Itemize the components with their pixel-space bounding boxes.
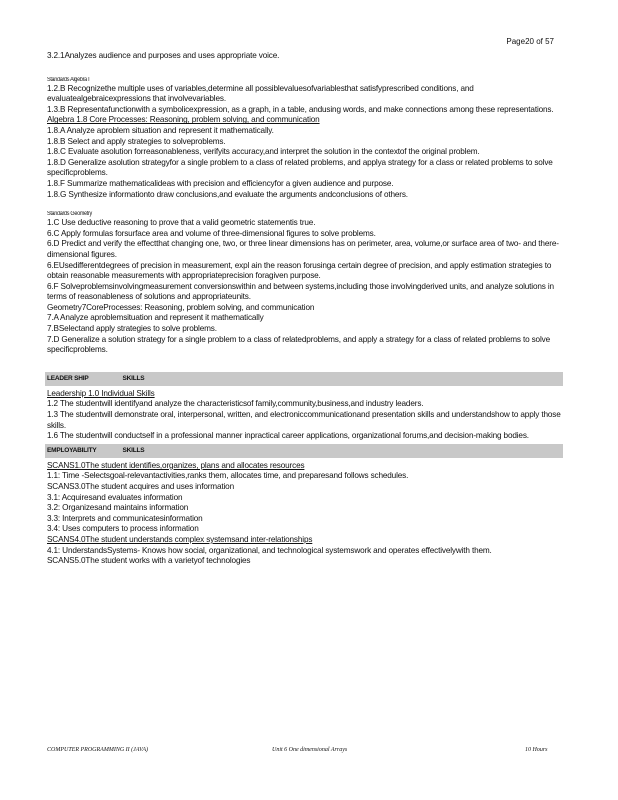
scans-line: SCANS4.0The student understands complex systemsand inter-relationships (47, 534, 313, 544)
employability-band-skills: SKILLS (122, 446, 145, 454)
scans-line: 3.4: Uses computers to process information (47, 524, 199, 534)
scans-line: 3.3: Interprets and communicatesinformation (47, 513, 203, 523)
algebra-standards-heading: Standards Algebra I (47, 76, 90, 83)
footer-unit: Unit 6 One dimensional Arrays (272, 747, 348, 753)
algebra-process-item: 1.8.G Synthesize informationto draw conclusions,and evaluate the arguments andconclusions of others. (47, 189, 408, 199)
footer-course: COMPUTER PROGRAMMING II (JAVA) (47, 747, 149, 753)
scans-line: SCANS3.0The student acquires and uses information (47, 482, 234, 491)
algebra-process-item: 1.8.B Select and apply strategies to solveproblems. (47, 136, 226, 146)
leadership-item: 1.6 The studentwill conductself in a professional manner inpractical career applications, organizational forums,and decision-making bodies. (47, 431, 529, 441)
leadership-item: 1.2 The studentwill identifyand analyze the characteristicsof family,community,business,and industry leaders. (47, 399, 424, 409)
geometry-standard: 7.A Analyze aproblemsituation and represent it mathematically (47, 313, 264, 323)
leadership-skills-band (45, 372, 563, 386)
page-number: Page20 of 57 (506, 37, 554, 46)
leadership-band-label: LEADER SHIP (47, 374, 89, 382)
geometry-standard: 7.BSelectand apply strategies to solve problems. (47, 324, 217, 334)
footer-hours: 10 Hours (525, 747, 548, 753)
scans-line: SCANS1.0The student identifies,organizes, plans and allocates resources (47, 460, 305, 470)
scans-line: 1.1: Time -Selectsgoal-relevantactivities,ranks them, allocates time, and preparesand follows schedules. (47, 471, 409, 481)
leadership-title: Leadership 1.0 Individual Skills (47, 388, 155, 398)
geometry-standard: 6.D Predict and verify the effectthat changing one, two, or three linear dimensions has on perimeter, area, volume,or surface area of two- and there- dimensional figures. (47, 239, 559, 259)
intro-standard: 3.2.1Analyzes audience and purposes and uses appropriate voice. (47, 51, 280, 60)
geometry-process-title: Geometry7CoreProcesses: Reasoning, problem solving, and communication (47, 302, 315, 312)
leadership-band-skills: SKILLS (122, 374, 145, 382)
scans-line: SCANS5.0The student works with a varietyof technologies (47, 556, 251, 566)
leadership-item: 1.3 The studentwill demonstrate oral, interpersonal, written, and electroniccommunicationand presentation skills and understandshow to apply those skills. (47, 410, 561, 430)
algebra-process-item: 1.8.A Analyze aproblem situation and represent it mathematically. (47, 125, 274, 135)
geometry-standard: 6.F Solveproblemsinvolvingmeasurement conversionswithin and between systems,including those involvingderived units, and analyze solutions in terms of reasonableness of solutions and appropriateunits. (47, 281, 554, 302)
algebra-process-item: 1.8.C Evaluate asolution forreasonableness, verifyits accuracy,and interpret the solution in the contextof the original problem. (47, 147, 480, 157)
geometry-standards-heading: Standards Geometry (47, 211, 92, 218)
scans-line: 4.1: UnderstandsSystems- Knows how social, organizational, and technological systemswork and operates effectivelywith them. (47, 545, 492, 555)
geometry-standard: 6.EUsedifferentdegrees of precision in measurement, expl ain the reason forusinga certain degree of precision, and apply estimation strategies to obtain reasonable measurements with appropriateprecision foragiven purpose. (47, 260, 552, 281)
algebra-process-item: 1.8.D Generalize asolution strategyfor a single problem to a class of related problems, and applya strategy for a class or related problems to solve specificproblems. (47, 157, 553, 178)
scans-line: 3.1: Acquiresand evaluates information (47, 492, 183, 502)
algebra-standard: 1.2.B Recognizethe multiple uses of variables,determine all possiblevaluesofvariablesthat satisfyprescribed conditions, and evaluatealgebraicexpressions that involvevariables. (47, 83, 474, 104)
scans-line: 3.2: Organizesand maintains information (47, 503, 189, 513)
algebra-standard: 1.3.B Representafunctionwith a symbolicexpression, as a graph, in a table, andusing words, and make connections among these representations. (47, 104, 554, 114)
page-content (47, 51, 561, 567)
geometry-standard: 1.C Use deductive reasoning to prove that a valid geometric statementis true. (47, 218, 316, 228)
algebra-process-title: Algebra 1.8 Core Processes: Reasoning, problem solving, and communication (47, 115, 320, 125)
employability-band-label: EMPLOYABILITY (47, 446, 97, 454)
employability-skills-band (45, 444, 563, 458)
geometry-standard: 6.C Apply formulas forsurface area and volume of three-dimensional figures to solve problems. (47, 228, 376, 238)
algebra-process-item: 1.8.F Summarize mathematicalideas with precision and efficiencyfor a given audience and purpose. (47, 178, 394, 188)
geometry-standard: 7.D Generalize a solution strategy for a single problem to a class of relatedproblems, and apply a strategy for a class of related problems to solve specificproblems. (47, 334, 550, 355)
